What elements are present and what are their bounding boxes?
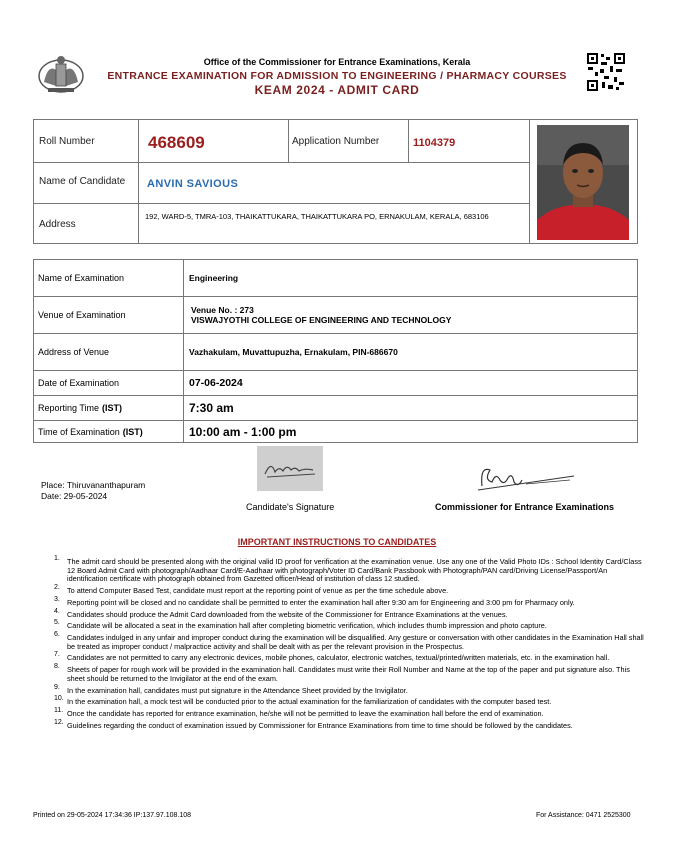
candidate-signature-label: Candidate's Signature — [246, 502, 335, 512]
instruction-number: 9. — [54, 683, 60, 691]
roll-number-value: 468609 — [148, 133, 205, 152]
exam-name-value: Engineering — [189, 273, 239, 283]
venue-label: Venue of Examination — [34, 297, 184, 333]
application-number-value: 1104379 — [413, 137, 456, 149]
instruction-text: Reporting point will be closed and no candidate shall be permitted to enter the examination hall after 9:30 am for Engineering and 3:00 pm for Pharmacy only. — [67, 597, 575, 607]
list-item — [45, 631, 645, 651]
instruction-text: Candidate will be allocated a seat in the examination hall after completing biometric verification, which includes thumb impression and photo capture. — [67, 621, 547, 631]
candidate-name-value: ANVIN SAVIOUS — [147, 178, 239, 190]
commissioner-signature-image — [470, 458, 580, 498]
instructions-list — [45, 555, 645, 734]
instruction-text: In the examination hall, candidates must put signature in the Attendance Sheet provided by the Invigilator. — [67, 685, 408, 695]
list-item — [45, 595, 645, 608]
exam-time-label: Time of Examination (IST) — [34, 421, 184, 443]
list-item — [45, 583, 645, 596]
table-row — [34, 297, 637, 334]
instruction-text: Candidates indulged in any unfair and improper conduct during the examination will be disqualified. Any gesture or conversation with other candidates in the Examination Hall shall be treated as improper conduct / malpractice activity and shall be dealt with as per the relevant provision in the Prospectus. — [67, 633, 644, 651]
instruction-number: 2. — [54, 583, 60, 591]
commissioner-signature-label: Commissioner for Entrance Examinations — [435, 502, 615, 512]
instructions-title: IMPORTANT INSTRUCTIONS TO CANDIDATES — [237, 537, 437, 547]
list-item — [45, 683, 645, 696]
venue-name: VISWAJYOTHI COLLEGE OF ENGINEERING AND TECHNOLOGY — [191, 315, 452, 325]
exam-date-value: 07-06-2024 — [189, 377, 243, 389]
place-date — [41, 480, 145, 501]
venue-address-value: Vazhakulam, Muvattupuzha, Ernakulam, PIN-686670 — [189, 347, 398, 357]
printed-info: Printed on 29-05-2024 17:34:36 IP:137.97.108.108 — [33, 812, 192, 819]
list-item — [45, 718, 645, 731]
instruction-text: Guidelines regarding the conduct of examination issued by Commissioner for Entrance Examinations from time to time should be followed by the candidates. — [67, 720, 573, 730]
table-row — [34, 260, 637, 297]
exam-name-label: Name of Examination — [34, 260, 184, 296]
application-number-label: Application Number — [292, 136, 380, 147]
instruction-number: 5. — [54, 619, 60, 627]
table-row — [34, 371, 637, 396]
venue-address-label: Address of Venue — [34, 334, 184, 370]
instruction-number: 7. — [54, 651, 60, 659]
candidate-photo — [537, 125, 629, 240]
table-row — [34, 396, 637, 421]
exam-heading: ENTRANCE EXAMINATION FOR ADMISSION TO ENGINEERING / PHARMACY COURSES — [107, 70, 567, 82]
exam-details-table — [33, 259, 638, 443]
date-text: Date: 29-05-2024 — [41, 490, 108, 501]
instruction-text: To attend Computer Based Test, candidate must report at the reporting point of venue as per the time schedule above. — [67, 585, 449, 595]
instruction-number: 3. — [54, 595, 60, 603]
instruction-text: Candidates should produce the Admit Card downloaded from the website of the Commissioner for Entrance Examinations at the venues. — [67, 609, 508, 619]
candidate-signature-image — [257, 446, 323, 491]
instruction-number: 12. — [54, 718, 64, 726]
exam-date-label: Date of Examination — [34, 371, 184, 395]
instruction-number: 8. — [54, 663, 60, 671]
list-item — [45, 607, 645, 620]
table-row — [34, 334, 637, 371]
instruction-number: 6. — [54, 631, 60, 639]
venue-number: Venue No. : 273 — [191, 305, 254, 315]
list-item — [45, 619, 645, 631]
instruction-text: The admit card should be presented along with the original valid ID proof for verification at the examination venue. Use any one of the Valid Photo IDs : School Identity Card/Class 12 Board Admit Card with photograph/Aadhaar Card/E-Aadhaar with photograph/Voter ID Card/Bank Passbook with Photograph/PAN card/Driving License/Passport/An identification certificate with photograph obtained from Gazetted officer/Head of institution of class 12 studied. — [67, 557, 642, 584]
reporting-time-value: 7:30 am — [189, 401, 234, 415]
office-heading: Office of the Commissioner for Entrance Examinations, Kerala — [203, 57, 471, 67]
instruction-text: In the examination hall, a mock test will be conducted prior to the actual examination for the familiarization of candidates with the computer based test. — [67, 697, 552, 707]
instruction-text: Sheets of paper for rough work will be provided in the examination hall. Candidates must write their Roll Number and Name at the top of the paper and put signature also. This sheet should be returned to the Invigilator at the end of the exam. — [67, 665, 630, 683]
candidate-name-label: Name of Candidate — [39, 176, 126, 187]
list-item — [45, 695, 645, 707]
qr-code-icon — [586, 52, 626, 92]
list-item — [45, 663, 645, 683]
list-item — [45, 555, 645, 584]
instruction-text: Once the candidate has reported for entrance examination, he/she will not be permitted to leave the examination hall before the end of examination. — [67, 709, 544, 719]
instruction-number: 1. — [54, 555, 60, 562]
instruction-number: 11. — [54, 707, 64, 715]
admit-card-title: KEAM 2024 - ADMIT CARD — [254, 83, 420, 97]
assistance-info: For Assistance: 0471 2525300 — [536, 812, 631, 819]
list-item — [45, 651, 645, 663]
address-label: Address — [39, 219, 76, 230]
instruction-number: 4. — [54, 607, 60, 615]
list-item — [45, 707, 645, 719]
roll-number-label: Roll Number — [39, 136, 95, 147]
reporting-time-label: Reporting Time (IST) — [34, 396, 184, 420]
exam-time-value: 10:00 am - 1:00 pm — [189, 425, 297, 439]
instruction-text: Candidates are not permitted to carry any electronic devices, mobile phones, calculator, electronic watches, textual/printed/written materials, etc. in the examination hall. — [67, 653, 610, 663]
instruction-number: 10. — [54, 695, 64, 703]
place-text: Place: Thiruvananthapuram — [41, 480, 146, 490]
address-value: 192, WARD-5, TMRA-103, THAIKATTUKARA, THAIKATTUKARA PO, ERNAKULAM, KERALA, 683106 — [145, 212, 489, 221]
table-row — [34, 421, 637, 443]
